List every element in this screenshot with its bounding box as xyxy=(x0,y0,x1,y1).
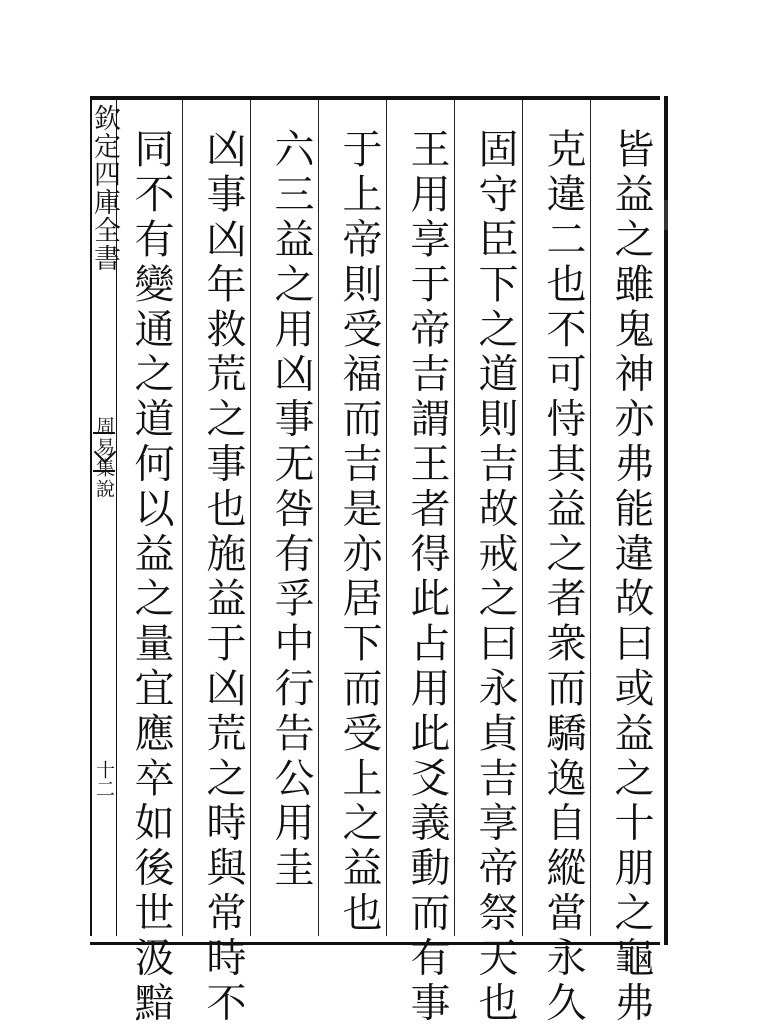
text-column-8 xyxy=(118,128,184,1026)
text-column-1 xyxy=(598,128,664,1026)
text-column-5 xyxy=(326,128,392,937)
book-title: 周易集說 xyxy=(93,416,115,500)
column-text: 克違二也不可恃其益之者衆而驕逸自縱當永久 xyxy=(540,128,586,1026)
text-column-7 xyxy=(190,128,256,1026)
column-text: 皆益之雖鬼神亦弗能違故曰或益之十朋之龜弗 xyxy=(608,128,654,1026)
text-column-2 xyxy=(530,128,596,1026)
column-text: 于上帝則受福而吉是亦居下而受上之益也 xyxy=(336,128,382,937)
column-text: 王用享于帝吉謂王者得此占用此爻義動而有事 xyxy=(404,128,450,1026)
column-text: 六三益之用凶事无咎有孚中行告公用圭 xyxy=(268,128,314,892)
column-text: 同不有變通之道何以益之量宜應卒如後世汲黯 xyxy=(128,128,174,1026)
column-text: 固守臣下之道則吉故戒之曰永貞吉享帝祭天也 xyxy=(472,128,518,1026)
text-column-6 xyxy=(258,128,324,928)
collection-title: 欽定四庫全書 xyxy=(89,104,120,272)
text-column-4 xyxy=(394,128,460,1026)
text-column-3 xyxy=(462,128,528,1026)
edge-mark xyxy=(664,200,668,230)
page-number: 十二 xyxy=(93,760,115,798)
column-text: 凶事凶年救荒之事也施益于凶荒之時與常時不 xyxy=(200,128,246,1026)
